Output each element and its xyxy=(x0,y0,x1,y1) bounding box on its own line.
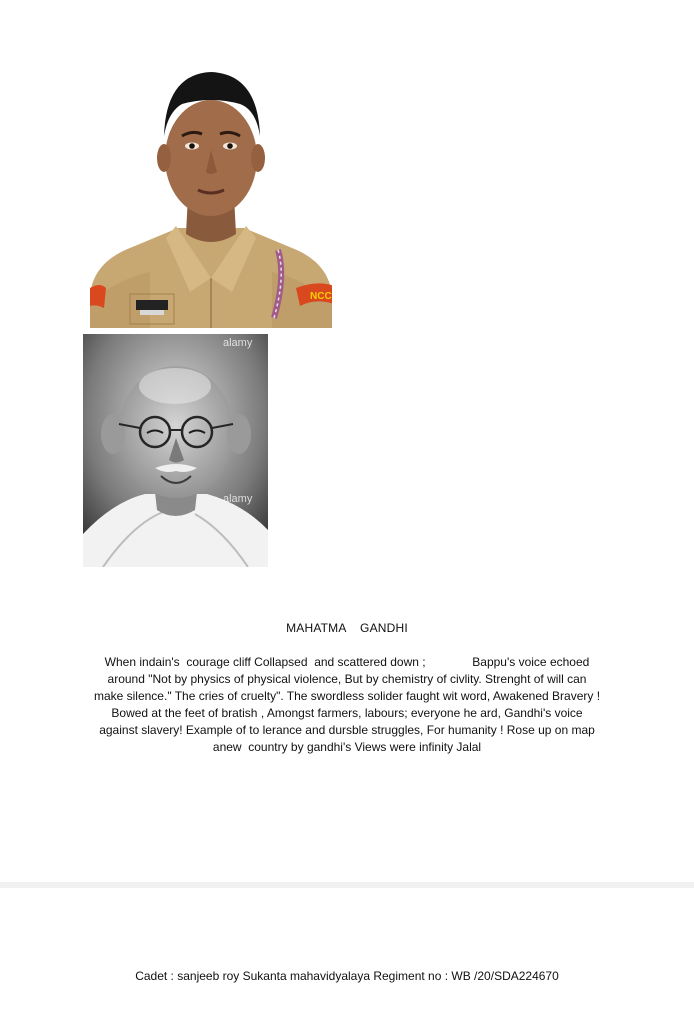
poem-body xyxy=(80,654,614,756)
poem-line: make silence." The cries of cruelty". The swordless solider faught wit word, Awakened Bravery ! xyxy=(93,689,601,703)
ncc-patch-label: NCC xyxy=(310,291,332,302)
poem-line: around "Not by physics of physical violence, But by chemistry of civlity. Strenght of will can xyxy=(107,672,587,686)
page-divider xyxy=(0,882,694,888)
cadet-portrait-image xyxy=(90,66,332,328)
gandhi-photo xyxy=(83,334,268,567)
gandhi-portrait-image xyxy=(83,334,268,567)
poem-line: anew country by gandhi's Views were infinity Jalal xyxy=(212,740,482,754)
cadet-photo xyxy=(90,66,332,328)
author-footer: Cadet : sanjeeb roy Sukanta mahavidyalaya Regiment no : WB /20/SDA224670 xyxy=(135,969,559,983)
poem-line: Bowed at the feet of bratish , Amongst farmers, labours; everyone he ard, Gandhi's voice xyxy=(111,706,583,720)
poem-title: MAHATMA GANDHI xyxy=(286,621,408,635)
poem-line: against slavery! Example of to lerance and dursble struggles, For humanity ! Rose up on map xyxy=(99,723,595,737)
poem-line: When indain's courage cliff Collapsed and scattered down ; Bappu's voice echoed xyxy=(104,655,590,669)
watermark-top: alamy xyxy=(223,337,253,349)
watermark-bottom: alamy xyxy=(223,493,253,505)
